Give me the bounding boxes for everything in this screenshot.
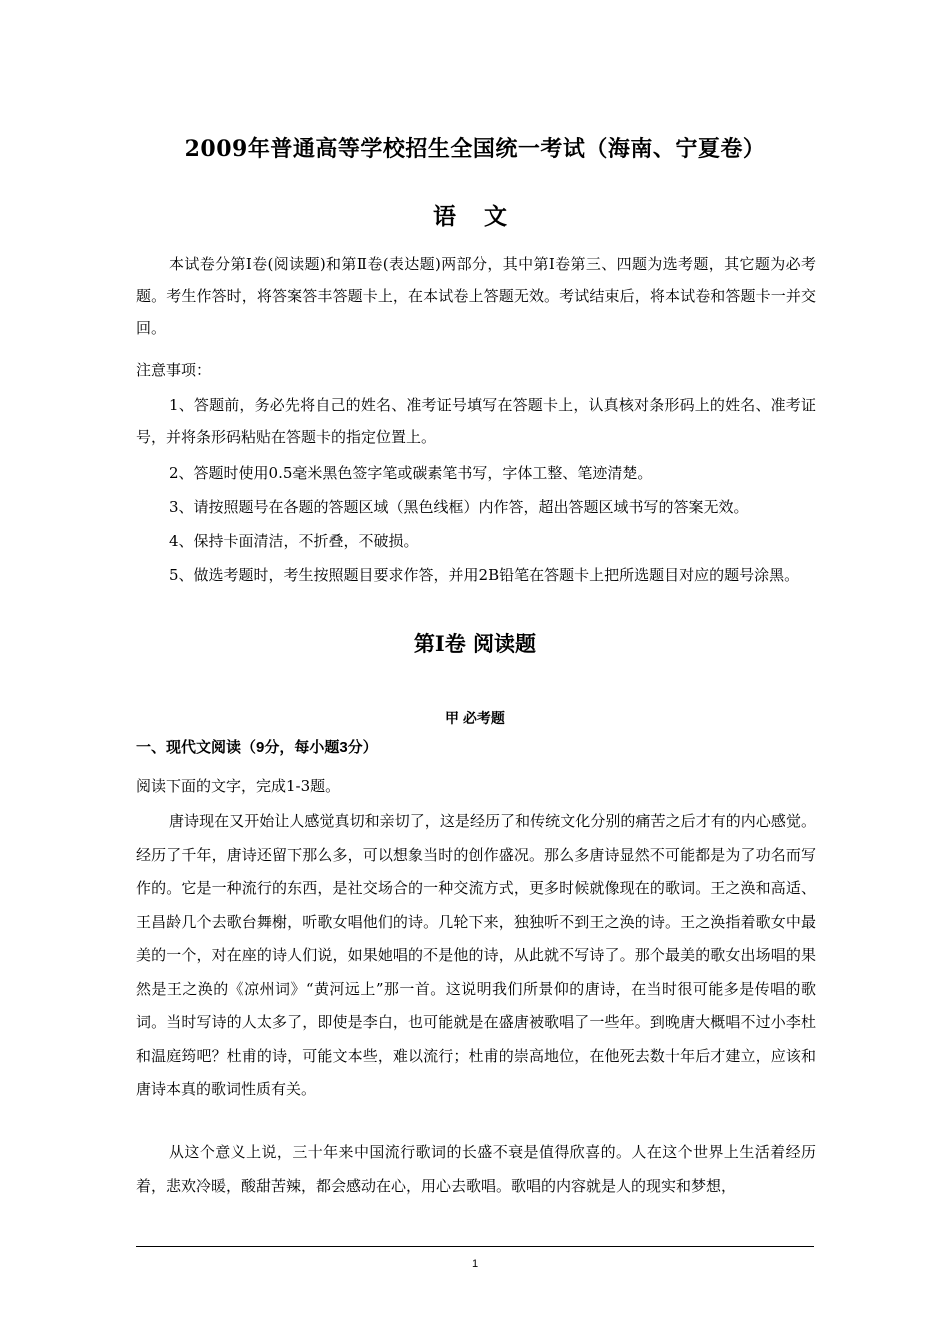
- section-label: 甲 必考题: [445, 710, 505, 726]
- reading-paragraph: 唐诗现在又开始让人感觉真切和亲切了，这是经历了和传统文化分别的痛苦之后才有的内心感觉。经历了千年，唐诗还留下那么多，可以想象当时的创作盛况。那么多唐诗显然不可能都是为了功名而写作的。它是一种流行的东西，是社交场合的一种交流方式，更多时候就像现在的歌词。王之涣和高适、王昌龄几个去歌台舞榭，听歌女唱他们的诗。几轮下来，独独听不到王之涣的诗。王之涣指着歌女中最美的一个，对在座的诗人们说，如果她唱的不是他的诗，从此就不写诗了。那个最美的歌女出场唱的果然是王之涣的《凉州词》“黄河远上”那一首。这说明我们所景仰的唐诗，在当时很可能多是传唱的歌词。当时写诗的人太多了，即使是李白，也可能就是在盛唐被歌唱了一些年。到晚唐大概唱不过小李杜和温庭筠吧？杜甫的诗，可能文本些，难以流行；杜甫的崇高地位，在他死去数十年后才建立，应该和唐诗本真的歌词性质有关。: [136, 812, 816, 1098]
- notice-item: 1、答题前，务必先将自己的姓名、准考证号填写在答题卡上，认真核对条形码上的姓名、准考证号，并将条形码粘贴在答题卡的指定位置上。: [136, 396, 816, 446]
- notice-heading: 注意事项：: [136, 361, 212, 379]
- notice-item: 3、请按照题号在各题的答题区域（黑色线框）内作答，超出答题区域书写的答案无效。: [169, 498, 749, 516]
- question-heading: 一、现代文阅读（9分，每小题3分）: [136, 739, 378, 756]
- exam-title: 2009年普通高等学校招生全国统一考试（海南、宁夏卷）: [184, 136, 766, 162]
- reading-paragraph: 从这个意义上说，三十年来中国流行歌词的长盛不衰是值得欣喜的。人在这个世界上生活着经历着，悲欢冷暖，酸甜苦辣，都会感动在心，用心去歌唱。歌唱的内容就是人的现实和梦想，: [136, 1143, 816, 1195]
- notice-item: 5、做选考题时，考生按照题目要求作答，并用2B铅笔在答题卡上把所选题目对应的题号涂黑。: [169, 566, 800, 584]
- notice-item: 2、答题时使用0.5毫米黑色签字笔或碳素笔书写，字体工整、笔迹清楚。: [169, 464, 653, 482]
- reading-instruction: 阅读下面的文字，完成1-3题。: [136, 777, 341, 795]
- notice-item: 4、保持卡面清洁，不折叠，不破损。: [169, 532, 419, 550]
- footer-divider: [136, 1246, 814, 1247]
- intro-paragraph: 本试卷分第Ⅰ卷(阅读题)和第Ⅱ卷(表达题)两部分，其中第Ⅰ卷第三、四题为选考题，其它题为必考题。考生作答时，将答案答丰答题卡上，在本试卷上答题无效。考试结束后，将本试卷和答题卡一并交回。: [136, 255, 816, 337]
- page-number: 1: [471, 1258, 479, 1270]
- volume-title: 第Ⅰ卷 阅读题: [413, 631, 537, 656]
- subject-title: 语 文: [432, 203, 517, 230]
